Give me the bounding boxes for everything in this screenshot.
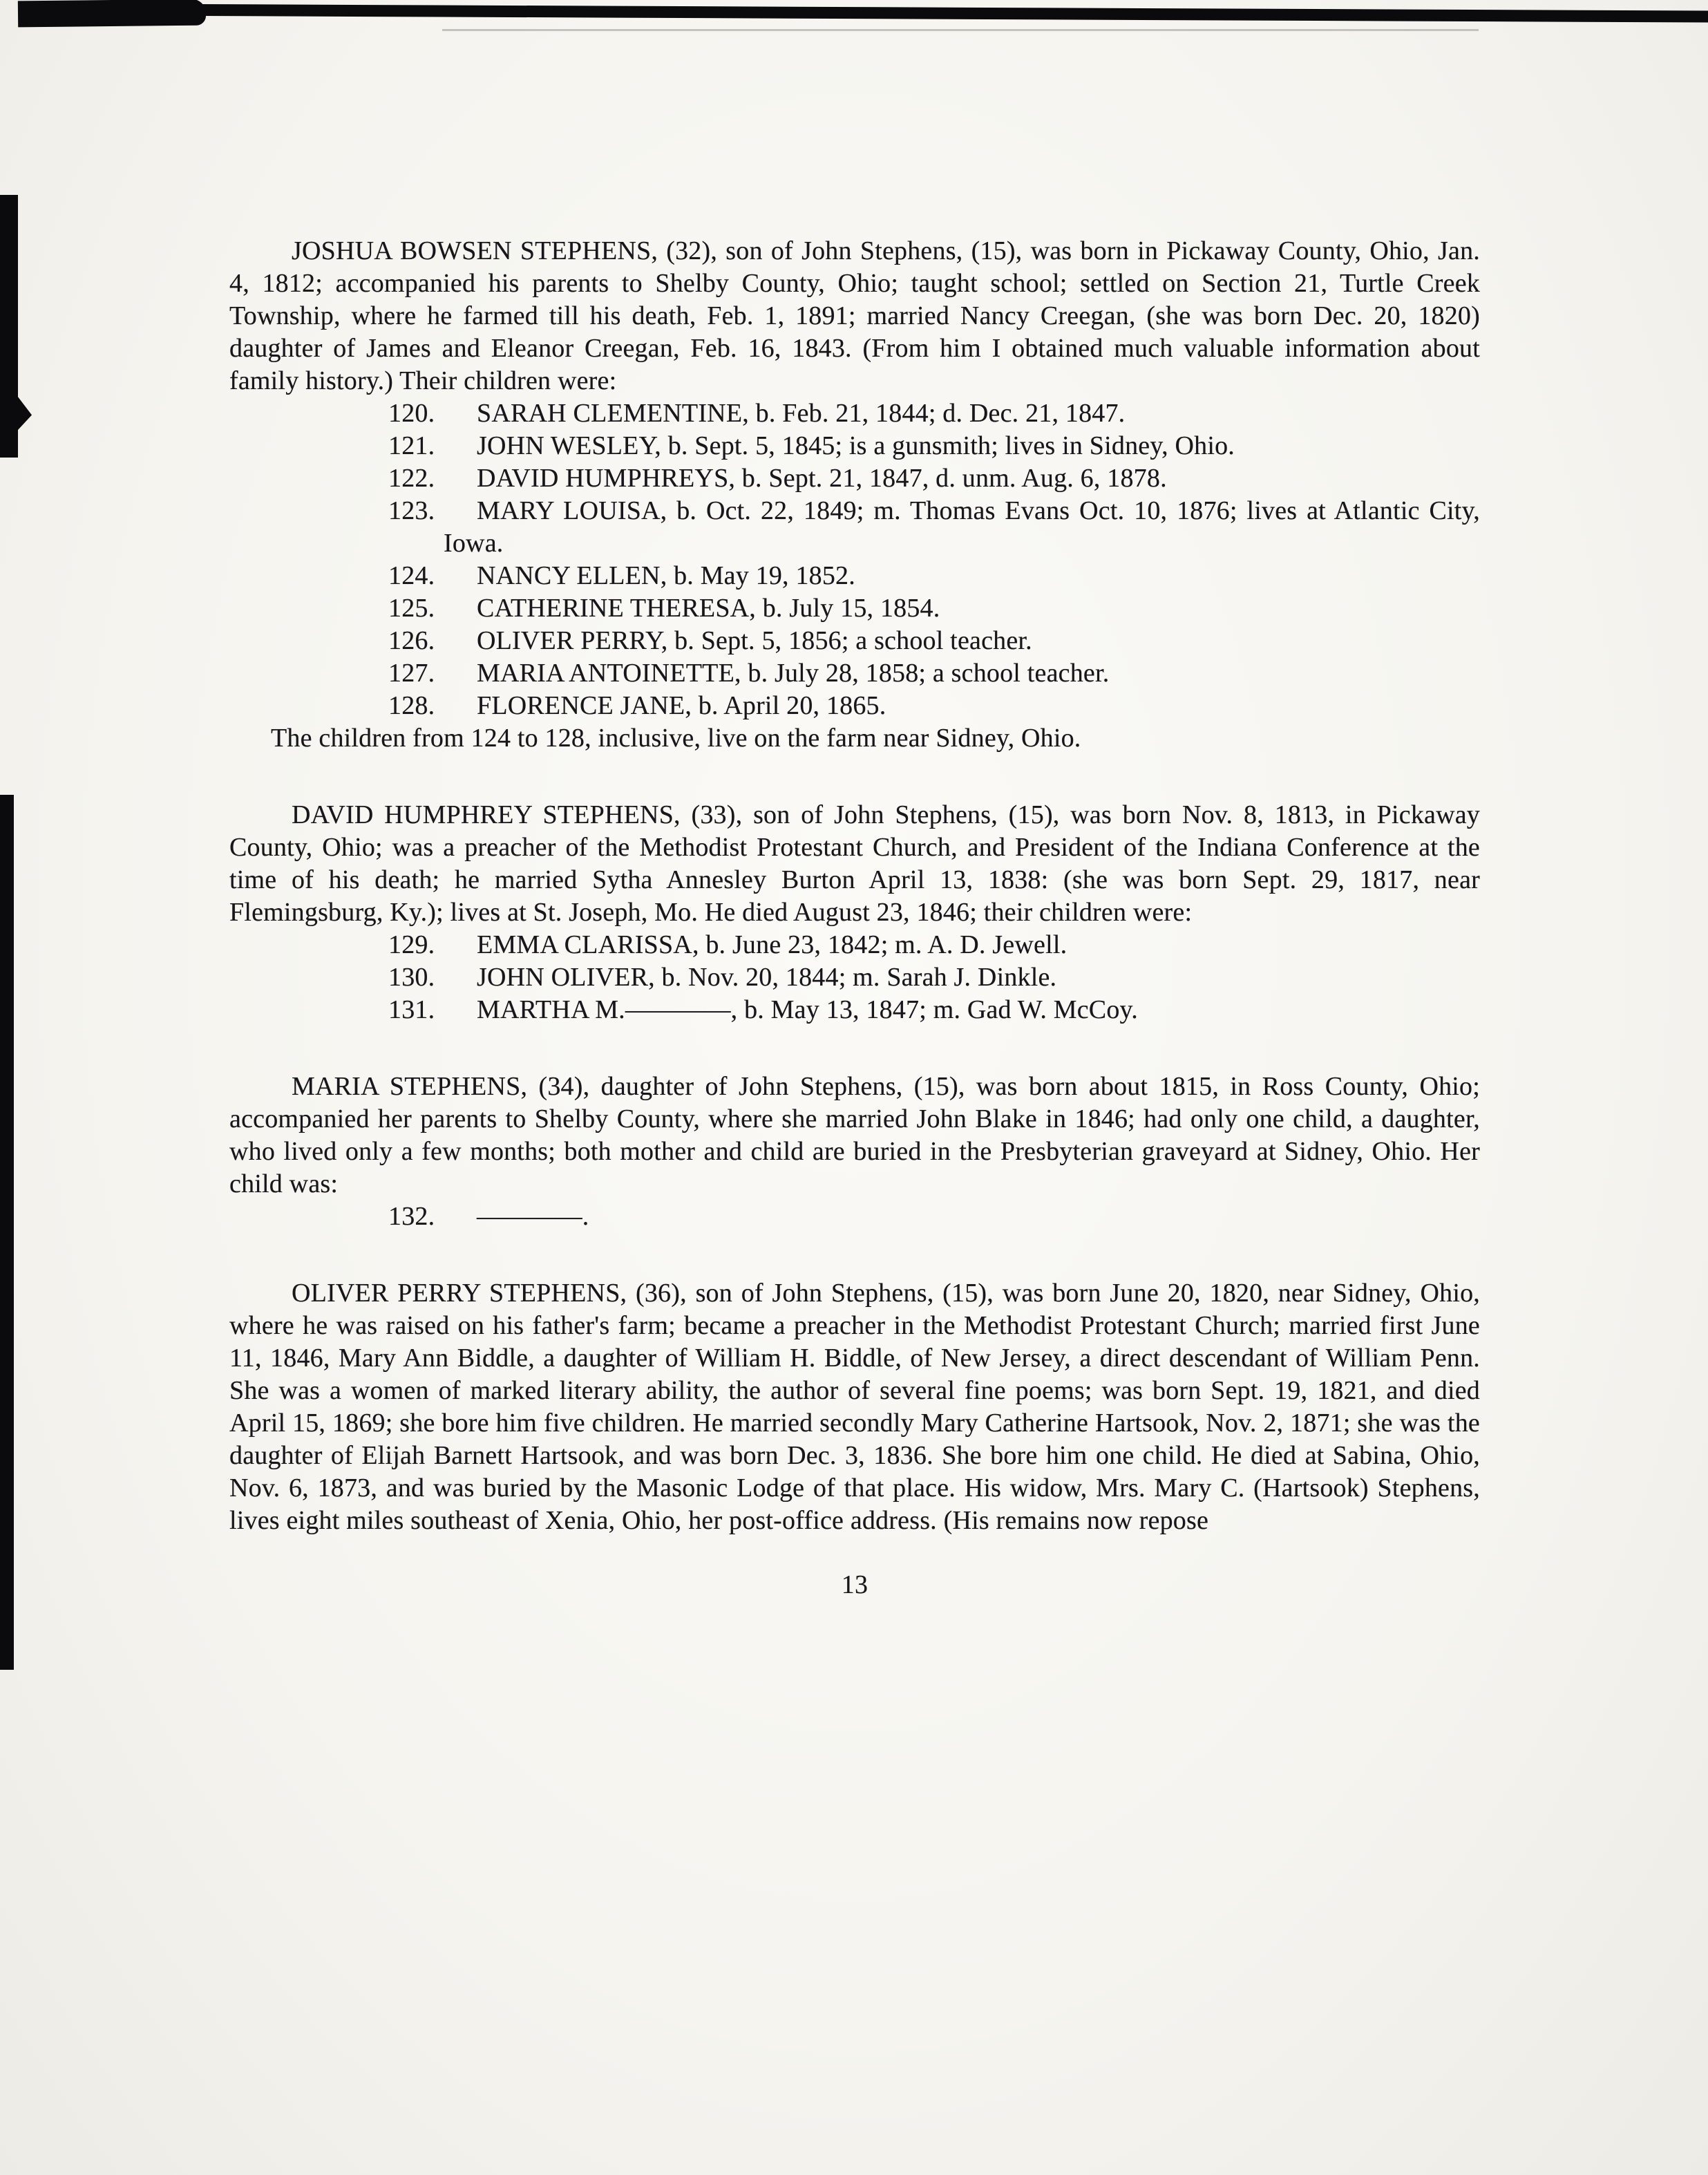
section-intro-paragraph: MARIA STEPHENS, (34), daughter of John Stephens, (15), was born about 1815, in Ross County, Ohio; accompanied her parents to Shelby County, where she married John Blake in 1846; had only one child, a daughter, who lived only a few months; both mother and child are buried in the Presbyterian graveyard at Sidney, Ohio. Her child was: — [229, 1072, 1480, 1198]
children-list — [229, 1201, 1480, 1233]
entry-number: 123. — [388, 496, 435, 525]
child-entry — [229, 430, 1480, 462]
child-entry — [229, 495, 1480, 560]
entry-text: FLORENCE JANE, b. April 20, 1865. — [477, 691, 886, 720]
genealogy-section-maria-stephens — [229, 1071, 1480, 1233]
entry-number: 130. — [388, 963, 435, 992]
entry-number: 120. — [388, 399, 435, 428]
genealogy-section-oliver-perry-stephens — [229, 1277, 1480, 1537]
child-entry — [229, 397, 1480, 430]
entry-text: EMMA CLARISSA, b. June 23, 1842; m. A. D. Jewell. — [477, 930, 1068, 959]
section-intro-paragraph: DAVID HUMPHREY STEPHENS, (33), son of John Stephens, (15), was born Nov. 8, 1813, in Pickaway County, Ohio; was a preacher of the Methodist Protestant Church, and President of the Indiana Conference at the time of his death; he married Sytha Annesley Burton April 13, 1838: (she was born Sept. 29, 1817, near Flemingsburg, Ky.); lives at St. Joseph, Mo. He died August 23, 1846; their children were: — [229, 800, 1480, 927]
genealogy-section-joshua-bowsen-stephens — [229, 235, 1480, 755]
entry-number: 126. — [388, 626, 435, 655]
child-entry — [229, 1201, 1480, 1233]
entry-text: JOHN OLIVER, b. Nov. 20, 1844; m. Sarah J. Dinkle. — [477, 963, 1057, 992]
scan-artifact-left-strip-lower — [0, 795, 14, 1670]
entry-text: OLIVER PERRY, b. Sept. 5, 1856; a school teacher. — [477, 626, 1032, 655]
entry-text: JOHN WESLEY, b. Sept. 5, 1845; is a gunsmith; lives in Sidney, Ohio. — [477, 431, 1235, 460]
child-entry — [229, 592, 1480, 625]
section-intro-paragraph: OLIVER PERRY STEPHENS, (36), son of John Stephens, (15), was born June 20, 1820, near Sidney, Ohio, where he was raised on his father's farm; became a preacher in the Methodist Protestant Church; married first June 11, 1846, Mary Ann Biddle, a daughter of William H. Biddle, of New Jersey, a direct descendant of William Penn. She was a women of marked literary ability, the author of several fine poems; was born Sept. 19, 1821, and died April 15, 1869; she bore him five children. He married secondly Mary Catherine Hartsook, Nov. 2, 1871; she was the daughter of Elijah Barnett Hartsook, and was born Dec. 3, 1836. She bore him one child. He died at Sabina, Ohio, Nov. 6, 1873, and was buried by the Masonic Lodge of that place. His widow, Mrs. Mary C. (Hartsook) Stephens, lives eight miles southeast of Xenia, Ohio, her post-office address. (His remains now repose — [229, 1279, 1480, 1535]
entry-text: MARIA ANTOINETTE, b. July 28, 1858; a school teacher. — [477, 659, 1110, 688]
entry-number: 121. — [388, 431, 435, 460]
entry-number: 132. — [388, 1202, 435, 1231]
entry-text: CATHERINE THERESA, b. July 15, 1854. — [477, 594, 940, 623]
section-intro-paragraph: JOSHUA BOWSEN STEPHENS, (32), son of John Stephens, (15), was born in Pickaway County, Ohio, Jan. 4, 1812; accompanied his parents to Shelby County, Ohio; taught school; settled on Section 21, Turtle Creek Township, where he farmed till his death, Feb. 1, 1891; married Nancy Creegan, (she was born Dec. 20, 1820) daughter of James and Eleanor Creegan, Feb. 16, 1843. (From him I obtained much valuable information about family history.) Their children were: — [229, 236, 1480, 395]
page-text-block — [229, 235, 1480, 1601]
entry-text: MARY LOUISA, b. Oct. 22, 1849; m. Thomas Evans Oct. 10, 1876; lives at Atlantic City, Iowa. — [444, 496, 1480, 558]
entry-number: 128. — [388, 691, 435, 720]
child-entry — [229, 929, 1480, 961]
children-list — [229, 929, 1480, 1026]
entry-text: ————. — [477, 1202, 589, 1231]
entry-number: 124. — [388, 561, 435, 590]
child-entry — [229, 625, 1480, 657]
entry-number: 131. — [388, 995, 435, 1024]
entry-text: NANCY ELLEN, b. May 19, 1852. — [477, 561, 855, 590]
entry-text: DAVID HUMPHREYS, b. Sept. 21, 1847, d. unm. Aug. 6, 1878. — [477, 464, 1167, 493]
entry-number: 127. — [388, 659, 435, 688]
scan-artifact-top-faint-line — [442, 29, 1479, 31]
scan-artifact-top-left-blob — [18, 0, 206, 27]
child-entry — [229, 994, 1480, 1026]
entry-text: MARTHA M.————, b. May 13, 1847; m. Gad W. McCoy. — [477, 995, 1138, 1024]
entry-text: SARAH CLEMENTINE, b. Feb. 21, 1844; d. Dec. 21, 1847. — [477, 399, 1126, 428]
child-entry — [229, 560, 1480, 592]
page-number: 13 — [841, 1570, 869, 1599]
genealogy-section-david-humphrey-stephens — [229, 799, 1480, 1026]
section-note: The children from 124 to 128, inclusive, live on the farm near Sidney, Ohio. — [271, 724, 1081, 753]
child-entry — [229, 462, 1480, 495]
child-entry — [229, 961, 1480, 994]
child-entry — [229, 690, 1480, 722]
entry-number: 125. — [388, 594, 435, 623]
entry-number: 122. — [388, 464, 435, 493]
scan-artifact-top-bar — [200, 4, 1708, 23]
entry-number: 129. — [388, 930, 435, 959]
child-entry — [229, 657, 1480, 690]
children-list — [229, 397, 1480, 722]
